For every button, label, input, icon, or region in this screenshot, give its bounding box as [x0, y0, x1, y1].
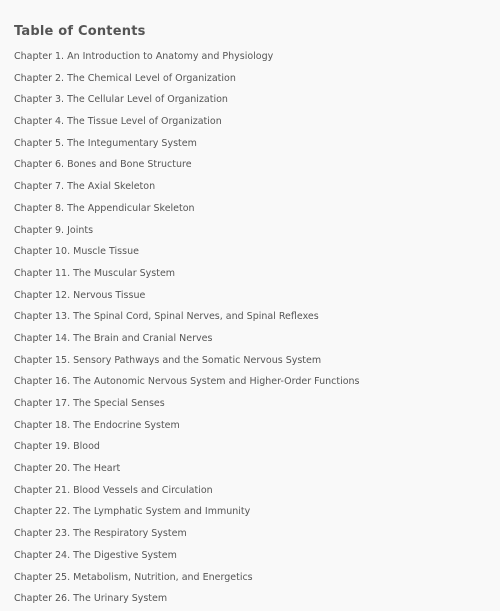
toc-chapter-label: Chapter 5. The Integumentary System [14, 137, 197, 149]
toc-chapter-link[interactable] [14, 176, 486, 198]
toc-chapter-link[interactable] [14, 285, 486, 307]
toc-chapter-link[interactable] [14, 393, 486, 415]
toc-chapter-link[interactable] [14, 68, 486, 90]
toc-chapter-link[interactable] [14, 501, 486, 523]
toc-chapter-link[interactable] [14, 328, 486, 350]
toc-chapter-label: Chapter 26. The Urinary System [14, 593, 168, 605]
toc-chapter-label: Chapter 13. The Spinal Cord, Spinal Nerves, and Spinal Reflexes [14, 311, 319, 323]
toc-chapter-link[interactable] [14, 523, 486, 545]
toc-list [14, 46, 486, 610]
toc-chapter-label: Chapter 14. The Brain and Cranial Nerves [14, 332, 213, 344]
toc-title: Table of Contents [14, 24, 146, 39]
toc-chapter-label: Chapter 8. The Appendicular Skeleton [14, 202, 195, 214]
toc-chapter-label: Chapter 12. Nervous Tissue [14, 289, 146, 301]
toc-chapter-label: Chapter 4. The Tissue Level of Organization [14, 116, 222, 128]
toc-chapter-label: Chapter 6. Bones and Bone Structure [14, 159, 192, 171]
toc-chapter-link[interactable] [14, 371, 486, 393]
toc-chapter-link[interactable] [14, 111, 486, 133]
toc-chapter-label: Chapter 16. The Autonomic Nervous System and Higher-Order Functions [14, 376, 360, 388]
toc-chapter-link[interactable] [14, 263, 486, 285]
toc-chapter-link[interactable] [14, 241, 486, 263]
toc-chapter-label: Chapter 24. The Digestive System [14, 549, 177, 561]
toc-chapter-link[interactable] [14, 588, 486, 610]
toc-chapter-link[interactable] [14, 436, 486, 458]
toc-chapter-label: Chapter 1. An Introduction to Anatomy and Physiology [14, 51, 274, 62]
toc-chapter-link[interactable] [14, 306, 486, 328]
toc-chapter-link[interactable] [14, 480, 486, 502]
toc-chapter-label: Chapter 19. Blood [14, 441, 100, 453]
toc-chapter-label: Chapter 3. The Cellular Level of Organization [14, 94, 228, 106]
toc-chapter-label: Chapter 15. Sensory Pathways and the Somatic Nervous System [14, 354, 322, 366]
toc-chapter-label: Chapter 22. The Lymphatic System and Immunity [14, 506, 251, 518]
toc-chapter-link[interactable] [14, 567, 486, 589]
toc-chapter-label: Chapter 7. The Axial Skeleton [14, 181, 156, 193]
toc-chapter-label: Chapter 18. The Endocrine System [14, 419, 180, 431]
toc-chapter-label: Chapter 2. The Chemical Level of Organization [14, 72, 236, 84]
toc-chapter-link[interactable] [14, 89, 486, 111]
toc-chapter-label: Chapter 10. Muscle Tissue [14, 246, 139, 258]
toc-chapter-link[interactable] [14, 350, 486, 372]
toc-chapter-link[interactable] [14, 415, 486, 437]
toc-chapter-label: Chapter 20. The Heart [14, 463, 121, 475]
toc-chapter-link[interactable] [14, 458, 486, 480]
toc-chapter-label: Chapter 21. Blood Vessels and Circulation [14, 484, 213, 496]
toc-chapter-link[interactable] [14, 198, 486, 220]
toc-chapter-link[interactable] [14, 154, 486, 176]
toc-chapter-label: Chapter 11. The Muscular System [14, 267, 176, 279]
toc-chapter-link[interactable] [14, 46, 486, 68]
toc-chapter-label: Chapter 9. Joints [14, 224, 94, 236]
toc-chapter-link[interactable] [14, 220, 486, 242]
toc-chapter-label: Chapter 17. The Special Senses [14, 398, 165, 409]
toc-chapter-label: Chapter 23. The Respiratory System [14, 528, 187, 540]
toc-chapter-link[interactable] [14, 545, 486, 567]
toc-chapter-label: Chapter 25. Metabolism, Nutrition, and Energetics [14, 571, 253, 583]
toc-chapter-link[interactable] [14, 133, 486, 155]
